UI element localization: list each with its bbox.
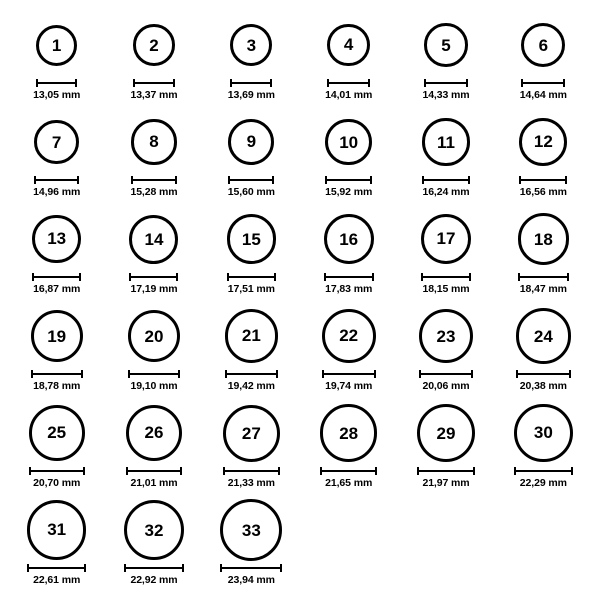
ring-circle-icon bbox=[230, 24, 272, 66]
ring-circle-wrap bbox=[327, 12, 370, 78]
ring-circle-icon bbox=[227, 214, 277, 264]
measure-bar-line bbox=[34, 179, 79, 181]
measure-bar-line bbox=[124, 567, 184, 569]
ring-circle-icon bbox=[516, 308, 571, 363]
measure-tick-right bbox=[84, 564, 86, 572]
measure-bar-line bbox=[421, 276, 472, 278]
measure-tick-right bbox=[180, 467, 182, 475]
measure-bar bbox=[516, 370, 571, 378]
measure-bar bbox=[424, 79, 468, 87]
ring-size-number: 19 bbox=[47, 326, 67, 346]
ring-diameter-label: 18,15 mm bbox=[422, 283, 470, 295]
ring-size-number: 7 bbox=[51, 132, 62, 152]
ring-size-cell[interactable] bbox=[203, 400, 300, 497]
ring-circle-icon bbox=[128, 310, 181, 363]
ring-circle-wrap bbox=[36, 12, 77, 78]
ring-diameter-label: 16,56 mm bbox=[519, 186, 567, 198]
measure-tick-right bbox=[182, 564, 184, 572]
measure-tick-right bbox=[83, 467, 85, 475]
ring-circle-wrap bbox=[27, 497, 86, 563]
measure-bar-line bbox=[228, 179, 274, 181]
ring-size-cell[interactable] bbox=[203, 12, 300, 109]
ring-size-number: 1 bbox=[51, 35, 62, 55]
ring-size-number: 25 bbox=[47, 423, 67, 443]
ring-diameter-label: 20,06 mm bbox=[422, 380, 470, 392]
measure-bar bbox=[230, 79, 272, 87]
ring-diameter-label: 13,05 mm bbox=[33, 89, 81, 101]
measure-tick-right bbox=[466, 79, 468, 87]
ring-size-number: 27 bbox=[241, 423, 261, 443]
measure-tick-right bbox=[473, 467, 475, 475]
measure-bar bbox=[514, 467, 573, 475]
ring-size-number: 9 bbox=[246, 132, 257, 152]
measure-tick-left bbox=[327, 79, 329, 87]
ring-size-number: 12 bbox=[533, 132, 553, 152]
measure-tick-left bbox=[36, 79, 38, 87]
ring-circle-wrap bbox=[519, 109, 567, 175]
ring-circle-icon bbox=[422, 118, 469, 165]
ring-circle-wrap bbox=[220, 497, 282, 563]
measure-bar bbox=[133, 79, 175, 87]
measure-tick-right bbox=[471, 370, 473, 378]
ring-size-cell[interactable] bbox=[8, 206, 105, 303]
ring-diameter-label: 15,28 mm bbox=[130, 186, 178, 198]
measure-bar bbox=[320, 467, 378, 475]
ring-size-cell[interactable] bbox=[495, 109, 592, 206]
ring-circle-wrap bbox=[133, 12, 175, 78]
measure-tick-right bbox=[374, 370, 376, 378]
ring-size-number: 28 bbox=[339, 423, 359, 443]
measure-bar bbox=[421, 273, 472, 281]
ring-diameter-label: 21,33 mm bbox=[227, 477, 275, 489]
ring-circle-wrap bbox=[518, 206, 570, 272]
measure-tick-left bbox=[31, 370, 33, 378]
ring-circle-wrap bbox=[417, 400, 475, 466]
ring-size-number: 23 bbox=[436, 326, 456, 346]
ring-circle-icon bbox=[419, 309, 474, 364]
measure-tick-left bbox=[34, 176, 36, 184]
ring-size-number: 20 bbox=[144, 326, 164, 346]
ring-circle-icon bbox=[521, 23, 565, 67]
ring-diameter-label: 14,33 mm bbox=[422, 89, 470, 101]
ring-circle-wrap bbox=[422, 109, 469, 175]
ring-circle-icon bbox=[327, 24, 370, 67]
ring-size-cell[interactable] bbox=[300, 400, 397, 497]
measure-tick-left bbox=[131, 176, 133, 184]
ring-size-number: 2 bbox=[149, 35, 159, 55]
measure-bar bbox=[521, 79, 565, 87]
ring-diameter-label: 17,19 mm bbox=[130, 283, 178, 295]
ring-circle-wrap bbox=[128, 303, 181, 369]
ring-diameter-label: 22,61 mm bbox=[33, 574, 81, 586]
ring-circle-wrap bbox=[129, 206, 178, 272]
measure-tick-right bbox=[175, 176, 177, 184]
ring-size-number: 11 bbox=[436, 132, 455, 152]
measure-tick-left bbox=[128, 370, 130, 378]
ring-circle-icon bbox=[325, 119, 372, 166]
ring-size-cell[interactable] bbox=[397, 109, 494, 206]
ring-circle-wrap bbox=[230, 12, 272, 78]
ring-diameter-label: 19,10 mm bbox=[130, 380, 178, 392]
ring-size-number: 21 bbox=[241, 326, 261, 346]
ring-size-cell[interactable] bbox=[8, 400, 105, 497]
ring-diameter-label: 16,24 mm bbox=[422, 186, 470, 198]
ring-size-cell[interactable] bbox=[397, 12, 494, 109]
ring-size-number: 6 bbox=[538, 35, 549, 55]
ring-diameter-label: 21,01 mm bbox=[130, 477, 178, 489]
ring-size-number: 33 bbox=[241, 520, 261, 540]
measure-tick-right bbox=[469, 273, 471, 281]
ring-size-number: 26 bbox=[144, 423, 164, 443]
ring-size-cell[interactable] bbox=[105, 303, 202, 400]
measure-bar-line bbox=[223, 470, 280, 472]
ring-size-number: 30 bbox=[533, 423, 553, 443]
measure-tick-left bbox=[514, 467, 516, 475]
measure-tick-right bbox=[274, 273, 276, 281]
measure-tick-left bbox=[126, 467, 128, 475]
measure-tick-right bbox=[368, 79, 370, 87]
measure-bar bbox=[129, 273, 178, 281]
measure-tick-left bbox=[227, 273, 229, 281]
measure-bar-line bbox=[36, 82, 77, 84]
measure-tick-left bbox=[230, 79, 232, 87]
ring-diameter-label: 14,96 mm bbox=[33, 186, 81, 198]
ring-diameter-label: 13,69 mm bbox=[227, 89, 275, 101]
measure-bar-line bbox=[320, 470, 378, 472]
measure-bar bbox=[422, 176, 469, 184]
measure-bar bbox=[325, 176, 372, 184]
ring-circle-wrap bbox=[31, 303, 83, 369]
ring-diameter-label: 14,64 mm bbox=[519, 89, 567, 101]
ring-circle-icon bbox=[126, 405, 182, 461]
ring-size-number: 22 bbox=[339, 326, 359, 346]
ring-size-cell[interactable] bbox=[397, 303, 494, 400]
measure-tick-right bbox=[272, 176, 274, 184]
ring-circle-icon bbox=[131, 119, 176, 164]
ring-circle-icon bbox=[225, 309, 278, 362]
ring-size-cell[interactable] bbox=[300, 303, 397, 400]
ring-size-cell[interactable] bbox=[105, 12, 202, 109]
ring-diameter-label: 19,74 mm bbox=[325, 380, 373, 392]
ring-circle-wrap bbox=[322, 303, 376, 369]
measure-tick-right bbox=[79, 273, 81, 281]
ring-size-cell[interactable] bbox=[105, 400, 202, 497]
measure-bar-line bbox=[133, 82, 175, 84]
ring-size-number: 18 bbox=[533, 229, 553, 249]
measure-bar-line bbox=[422, 179, 469, 181]
measure-tick-right bbox=[176, 273, 178, 281]
ring-size-cell[interactable] bbox=[105, 206, 202, 303]
measure-tick-left bbox=[518, 273, 520, 281]
ring-size-number: 10 bbox=[339, 132, 359, 152]
measure-bar-line bbox=[128, 373, 181, 375]
measure-bar bbox=[220, 564, 282, 572]
ring-size-number: 24 bbox=[533, 326, 553, 346]
ring-size-number: 29 bbox=[436, 423, 456, 443]
ring-size-cell[interactable] bbox=[495, 12, 592, 109]
ring-diameter-label: 19,42 mm bbox=[227, 380, 275, 392]
measure-bar bbox=[29, 467, 85, 475]
ring-diameter-label: 15,60 mm bbox=[227, 186, 275, 198]
ring-circle-wrap bbox=[32, 206, 80, 272]
ring-size-cell[interactable] bbox=[300, 12, 397, 109]
ring-circle-icon bbox=[519, 118, 567, 166]
ring-circle-icon bbox=[518, 213, 570, 265]
measure-bar bbox=[228, 176, 274, 184]
ring-size-cell[interactable] bbox=[8, 303, 105, 400]
measure-tick-left bbox=[228, 176, 230, 184]
measure-tick-right bbox=[563, 79, 565, 87]
measure-tick-right bbox=[571, 467, 573, 475]
ring-diameter-label: 13,37 mm bbox=[130, 89, 178, 101]
measure-tick-left bbox=[424, 79, 426, 87]
ring-size-number: 32 bbox=[144, 520, 164, 540]
ring-size-cell[interactable] bbox=[8, 12, 105, 109]
measure-tick-right bbox=[81, 370, 83, 378]
measure-tick-left bbox=[133, 79, 135, 87]
measure-bar bbox=[518, 273, 570, 281]
measure-bar-line bbox=[514, 470, 573, 472]
measure-tick-right bbox=[276, 370, 278, 378]
ring-size-number: 8 bbox=[149, 132, 159, 152]
measure-bar-line bbox=[131, 179, 176, 181]
measure-bar bbox=[126, 467, 182, 475]
ring-circle-icon bbox=[36, 25, 77, 66]
ring-circle-icon bbox=[27, 500, 86, 559]
ring-circle-icon bbox=[34, 120, 79, 165]
ring-circle-wrap bbox=[124, 497, 184, 563]
ring-size-cell[interactable] bbox=[203, 303, 300, 400]
measure-bar-line bbox=[227, 276, 277, 278]
ring-circle-icon bbox=[31, 310, 83, 362]
measure-bar bbox=[417, 467, 475, 475]
ring-circle-icon bbox=[421, 214, 472, 265]
ring-circle-wrap bbox=[324, 206, 374, 272]
ring-diameter-label: 18,47 mm bbox=[519, 283, 567, 295]
measure-bar-line bbox=[220, 567, 282, 569]
ring-diameter-label: 18,78 mm bbox=[33, 380, 81, 392]
ring-circle-icon bbox=[322, 309, 376, 363]
measure-tick-right bbox=[280, 564, 282, 572]
measure-bar-line bbox=[417, 470, 475, 472]
ring-circle-icon bbox=[424, 23, 468, 67]
measure-tick-left bbox=[220, 564, 222, 572]
measure-bar bbox=[327, 79, 370, 87]
measure-bar bbox=[34, 176, 79, 184]
measure-tick-left bbox=[32, 273, 34, 281]
measure-bar-line bbox=[516, 373, 571, 375]
ring-size-cell[interactable] bbox=[495, 400, 592, 497]
ring-circle-wrap bbox=[514, 400, 573, 466]
measure-tick-left bbox=[225, 370, 227, 378]
ring-circle-icon bbox=[129, 215, 178, 264]
ring-circle-wrap bbox=[131, 109, 176, 175]
ring-circle-wrap bbox=[126, 400, 182, 466]
measure-bar-line bbox=[518, 276, 570, 278]
ring-size-cell[interactable] bbox=[495, 303, 592, 400]
measure-bar bbox=[225, 370, 278, 378]
measure-tick-right bbox=[270, 79, 272, 87]
measure-bar-line bbox=[419, 373, 474, 375]
measure-tick-right bbox=[370, 176, 372, 184]
ring-size-cell[interactable] bbox=[8, 109, 105, 206]
measure-tick-right bbox=[569, 370, 571, 378]
ring-circle-icon bbox=[320, 404, 378, 462]
measure-tick-right bbox=[375, 467, 377, 475]
measure-tick-left bbox=[521, 79, 523, 87]
measure-bar-line bbox=[325, 179, 372, 181]
measure-bar-line bbox=[29, 470, 85, 472]
ring-diameter-label: 17,83 mm bbox=[325, 283, 373, 295]
ring-size-cell[interactable] bbox=[397, 206, 494, 303]
ring-circle-wrap bbox=[516, 303, 571, 369]
measure-bar bbox=[124, 564, 184, 572]
measure-bar-line bbox=[519, 179, 567, 181]
measure-tick-left bbox=[325, 176, 327, 184]
measure-bar bbox=[223, 467, 280, 475]
ring-circle-icon bbox=[514, 404, 573, 463]
ring-circle-wrap bbox=[228, 109, 274, 175]
measure-bar-line bbox=[129, 276, 178, 278]
measure-tick-right bbox=[75, 79, 77, 87]
ring-size-cell[interactable] bbox=[8, 497, 105, 594]
ring-circle-icon bbox=[133, 24, 175, 66]
ring-circle-icon bbox=[32, 215, 80, 263]
ring-diameter-label: 20,38 mm bbox=[519, 380, 567, 392]
measure-tick-left bbox=[419, 370, 421, 378]
ring-size-number: 13 bbox=[47, 229, 67, 249]
measure-bar bbox=[519, 176, 567, 184]
ring-circle-wrap bbox=[29, 400, 85, 466]
ring-diameter-label: 22,29 mm bbox=[519, 477, 567, 489]
ring-size-cell[interactable] bbox=[495, 206, 592, 303]
ring-diameter-label: 21,65 mm bbox=[325, 477, 373, 489]
ring-circle-wrap bbox=[424, 12, 468, 78]
ring-circle-wrap bbox=[34, 109, 79, 175]
measure-bar-line bbox=[32, 276, 80, 278]
ring-diameter-label: 22,92 mm bbox=[130, 574, 178, 586]
ring-size-number: 4 bbox=[343, 35, 354, 55]
measure-tick-left bbox=[27, 564, 29, 572]
ring-size-cell[interactable] bbox=[203, 497, 300, 594]
measure-bar-line bbox=[424, 82, 468, 84]
ring-circle-wrap bbox=[421, 206, 472, 272]
measure-tick-left bbox=[324, 273, 326, 281]
measure-bar bbox=[419, 370, 474, 378]
measure-bar bbox=[31, 370, 83, 378]
measure-bar-line bbox=[521, 82, 565, 84]
ring-size-cell[interactable] bbox=[203, 206, 300, 303]
measure-bar bbox=[128, 370, 181, 378]
ring-circle-icon bbox=[417, 404, 475, 462]
ring-size-number: 5 bbox=[441, 35, 451, 55]
ring-diameter-label: 15,92 mm bbox=[325, 186, 373, 198]
ring-circle-icon bbox=[124, 500, 184, 560]
ring-circle-icon bbox=[324, 214, 374, 264]
measure-bar bbox=[324, 273, 374, 281]
ring-diameter-label: 23,94 mm bbox=[227, 574, 275, 586]
measure-tick-right bbox=[372, 273, 374, 281]
ring-size-number: 15 bbox=[241, 229, 261, 249]
measure-tick-left bbox=[223, 467, 225, 475]
ring-size-grid bbox=[8, 12, 592, 594]
measure-bar-line bbox=[31, 373, 83, 375]
measure-tick-left bbox=[320, 467, 322, 475]
measure-bar-line bbox=[327, 82, 370, 84]
ring-size-cell[interactable] bbox=[397, 400, 494, 497]
measure-bar-line bbox=[126, 470, 182, 472]
ring-diameter-label: 21,97 mm bbox=[422, 477, 470, 489]
measure-bar bbox=[27, 564, 86, 572]
ring-circle-wrap bbox=[521, 12, 565, 78]
ring-diameter-label: 17,51 mm bbox=[227, 283, 275, 295]
measure-tick-left bbox=[124, 564, 126, 572]
ring-size-number: 17 bbox=[436, 229, 456, 249]
measure-bar-line bbox=[230, 82, 272, 84]
measure-tick-left bbox=[417, 467, 419, 475]
ring-size-number: 3 bbox=[246, 35, 257, 55]
ring-circle-wrap bbox=[320, 400, 378, 466]
measure-tick-right bbox=[468, 176, 470, 184]
ring-diameter-label: 20,70 mm bbox=[33, 477, 81, 489]
measure-tick-left bbox=[421, 273, 423, 281]
ring-size-number: 31 bbox=[47, 520, 67, 540]
ring-circle-icon bbox=[220, 499, 282, 561]
measure-bar bbox=[322, 370, 376, 378]
measure-tick-left bbox=[516, 370, 518, 378]
measure-bar-line bbox=[27, 567, 86, 569]
ring-circle-wrap bbox=[419, 303, 474, 369]
ring-size-cell[interactable] bbox=[300, 206, 397, 303]
ring-circle-wrap bbox=[325, 109, 372, 175]
ring-circle-wrap bbox=[227, 206, 277, 272]
ring-circle-icon bbox=[223, 405, 280, 462]
ring-size-cell[interactable] bbox=[105, 497, 202, 594]
measure-tick-right bbox=[567, 273, 569, 281]
measure-bar bbox=[36, 79, 77, 87]
ring-diameter-label: 14,01 mm bbox=[325, 89, 373, 101]
ring-size-cell[interactable] bbox=[300, 109, 397, 206]
ring-diameter-label: 16,87 mm bbox=[33, 283, 81, 295]
ring-circle-icon bbox=[29, 405, 85, 461]
measure-tick-right bbox=[77, 176, 79, 184]
measure-bar bbox=[32, 273, 80, 281]
ring-circle-wrap bbox=[225, 303, 278, 369]
ring-size-number: 14 bbox=[144, 229, 164, 249]
measure-tick-right bbox=[278, 467, 280, 475]
measure-tick-left bbox=[422, 176, 424, 184]
measure-bar bbox=[227, 273, 277, 281]
measure-bar-line bbox=[225, 373, 278, 375]
measure-tick-right bbox=[173, 79, 175, 87]
measure-tick-right bbox=[178, 370, 180, 378]
ring-circle-icon bbox=[228, 119, 274, 165]
measure-tick-left bbox=[519, 176, 521, 184]
measure-tick-right bbox=[565, 176, 567, 184]
measure-bar-line bbox=[322, 373, 376, 375]
measure-bar bbox=[131, 176, 176, 184]
measure-bar-line bbox=[324, 276, 374, 278]
measure-tick-left bbox=[322, 370, 324, 378]
ring-circle-wrap bbox=[223, 400, 280, 466]
ring-size-cell[interactable] bbox=[105, 109, 202, 206]
measure-tick-left bbox=[129, 273, 131, 281]
ring-size-cell[interactable] bbox=[203, 109, 300, 206]
ring-size-number: 16 bbox=[339, 229, 359, 249]
measure-tick-left bbox=[29, 467, 31, 475]
